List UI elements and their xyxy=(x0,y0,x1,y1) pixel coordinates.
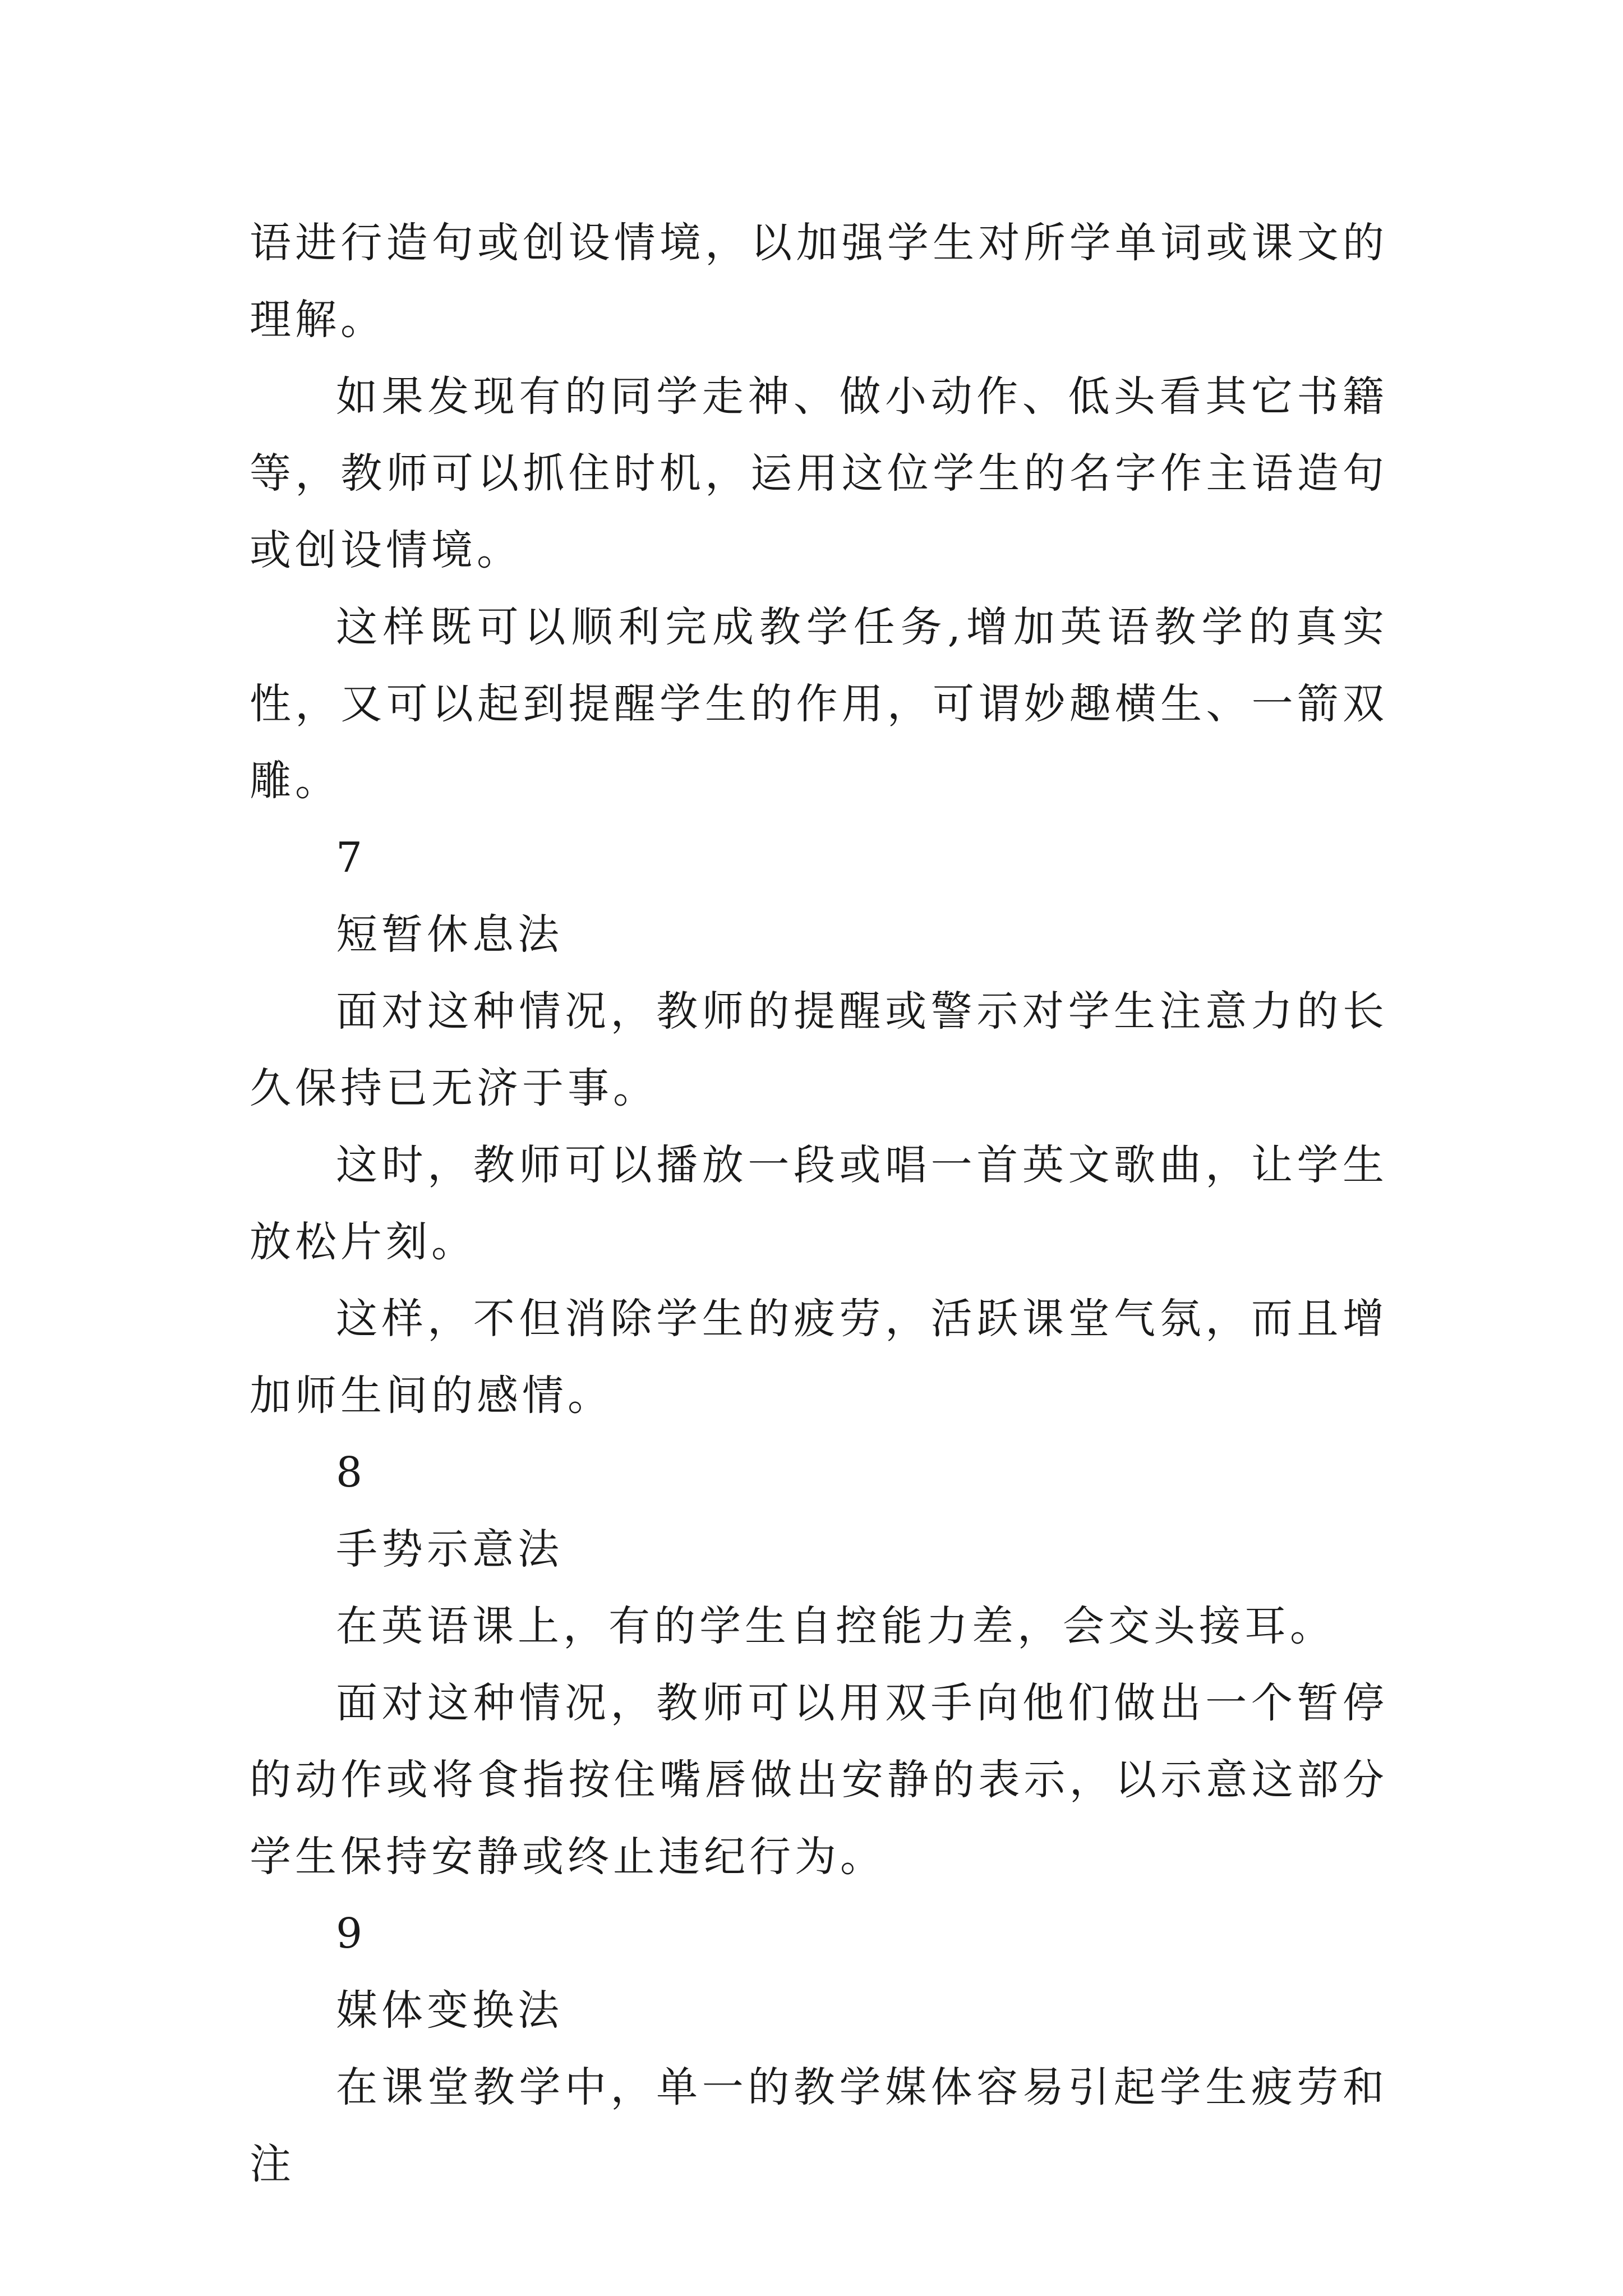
section-number: 8 xyxy=(336,1448,367,1497)
paragraph: 这样既可以顺利完成教学任务,增加英语教学的真实性，又可以起到提醒学生的作用，可谓妙趣横生、一箭双雕。 xyxy=(250,603,1388,805)
document-body xyxy=(250,205,1388,2203)
section-heading: 短暂休息法 xyxy=(336,910,563,959)
paragraph: 面对这种情况，教师可以用双手向他们做出一个暂停的动作或将食指按住嘴唇做出安静的表示，以示意这部分学生保持安静或终止违纪行为。 xyxy=(250,1679,1388,1881)
section-heading: 媒体变换法 xyxy=(336,1986,563,2035)
paragraph: 语进行造句或创设情境，以加强学生对所学单词或课文的理解。 xyxy=(250,219,1388,344)
section-number: 9 xyxy=(336,1910,367,1958)
section-heading: 手势示意法 xyxy=(336,1525,563,1573)
paragraph: 面对这种情况，教师的提醒或警示对学生注意力的长久保持已无济于事。 xyxy=(250,987,1388,1112)
section-number: 7 xyxy=(336,834,367,882)
paragraph: 这样，不但消除学生的疲劳，活跃课堂气氛，而且增加师生间的感情。 xyxy=(250,1295,1388,1420)
paragraph: 这时，教师可以播放一段或唱一首英文歌曲，让学生放松片刻。 xyxy=(250,1141,1388,1266)
paragraph: 在英语课上，有的学生自控能力差，会交头接耳。 xyxy=(336,1602,1335,1650)
paragraph: 在课堂教学中，单一的教学媒体容易引起学生疲劳和注 xyxy=(250,2063,1388,2188)
paragraph: 如果发现有的同学走神、做小动作、低头看其它书籍等，教师可以抓住时机，运用这位学生的名字作主语造句或创设情境。 xyxy=(250,372,1388,574)
